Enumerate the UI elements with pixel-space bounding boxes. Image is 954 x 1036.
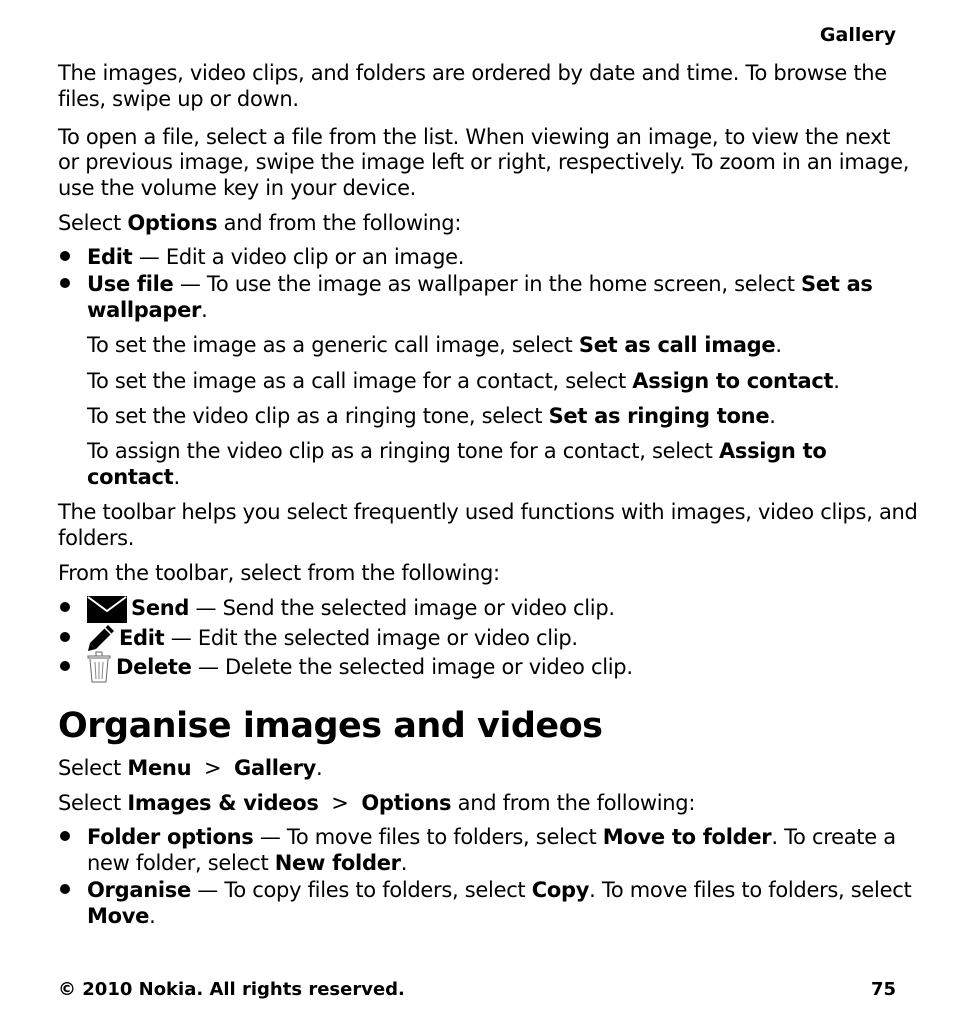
bullet	[60, 831, 70, 841]
path-separator: >	[318, 791, 362, 815]
text: — To copy files to folders, select	[190, 878, 532, 902]
toolbar-label: Edit	[119, 626, 165, 650]
text: Select	[58, 791, 128, 815]
nav-path-gallery	[58, 755, 322, 781]
term: Set as ringing tone	[548, 404, 770, 428]
section-heading: Organise images and videos	[58, 706, 603, 746]
intro-paragraph-1-line-2: files, swipe up or down.	[58, 87, 299, 111]
term: contact	[87, 465, 174, 489]
toolbar-label: Delete	[116, 655, 192, 679]
assign-tone-line-1	[87, 438, 826, 464]
term: Move to folder	[602, 825, 772, 849]
text: . To create a	[771, 825, 896, 849]
intro-paragraph-2-line-3: use the volume key in your device.	[58, 176, 417, 200]
text: — To move files to folders, select	[253, 825, 603, 849]
intro-paragraph-2-line-1: To open a file, select a file from the list. When viewing an image, to view the next	[58, 125, 891, 149]
toolbar-intro: From the toolbar, select from the following:	[58, 561, 500, 585]
option-desc: — Edit a video clip or an image.	[132, 245, 465, 269]
toolbar-item-edit	[119, 625, 578, 651]
text: To set the image as a generic call image, select	[87, 333, 579, 357]
call-image-line	[87, 332, 782, 358]
bullet	[60, 661, 70, 671]
folder-options-line-2	[87, 850, 407, 876]
images-videos-term: Images & videos	[127, 791, 319, 815]
intro-paragraph-1-line-1: The images, video clips, and folders are ordered by date and time. To browse the	[58, 61, 887, 85]
organise-line-2	[87, 903, 155, 929]
options-term: Options	[127, 211, 218, 235]
bullet	[60, 602, 70, 612]
bullet	[60, 251, 70, 261]
toolbar-item-delete	[116, 654, 633, 680]
option-label: Folder options	[87, 825, 254, 849]
term: Set as call image	[578, 333, 776, 357]
text: new folder, select	[87, 851, 275, 875]
text: .	[775, 333, 782, 357]
toolbar-paragraph-line-1: The toolbar helps you select frequently used functions with images, video clips, and	[58, 500, 918, 524]
text: To set the video clip as a ringing tone, select	[87, 404, 549, 428]
text: . To move files to folders, select	[589, 878, 912, 902]
text: Select	[58, 211, 128, 235]
text: and from the following:	[217, 211, 462, 235]
option-desc: — To use the image as wallpaper in the home screen, select	[173, 272, 802, 296]
text: .	[173, 465, 180, 489]
term: Assign to contact	[632, 369, 834, 393]
menu-term: Menu	[127, 756, 192, 780]
wallpaper-term: wallpaper	[87, 298, 202, 322]
text: To assign the video clip as a ringing tone for a contact, select	[87, 439, 719, 463]
gallery-term: Gallery	[234, 756, 317, 780]
option-edit	[87, 244, 464, 270]
term: Move	[87, 904, 150, 928]
text: and from the following:	[451, 791, 696, 815]
option-label: Use file	[87, 272, 174, 296]
toolbar-desc: — Delete the selected image or video clip.	[191, 655, 633, 679]
text: .	[769, 404, 776, 428]
term: Assign to	[718, 439, 827, 463]
footer-page-number: 75	[870, 979, 896, 1000]
assign-tone-line-2	[87, 464, 180, 490]
folder-options-line-1	[87, 824, 896, 850]
pencil-icon	[87, 624, 115, 652]
toolbar-item-send	[131, 595, 615, 621]
toolbar-label: Send	[131, 596, 190, 620]
text: .	[201, 298, 208, 322]
toolbar-paragraph-line-2: folders.	[58, 526, 135, 550]
set-as-term: Set as	[801, 272, 873, 296]
term: New folder	[274, 851, 401, 875]
section-header: Gallery	[819, 24, 896, 46]
text: .	[149, 904, 156, 928]
option-label: Edit	[87, 245, 133, 269]
text: .	[400, 851, 408, 875]
bullet	[60, 884, 70, 894]
text: Select	[58, 756, 128, 780]
option-label: Organise	[87, 878, 191, 902]
intro-paragraph-2-line-2: or previous image, swipe the image left or right, respectively. To zoom in an image,	[58, 150, 910, 174]
option-use-file	[87, 271, 873, 297]
toolbar-desc: — Edit the selected image or video clip.	[164, 626, 578, 650]
assign-contact-line	[87, 368, 840, 394]
organise-line-1	[87, 877, 911, 903]
toolbar-desc: — Send the selected image or video clip.	[189, 596, 615, 620]
text: .	[316, 756, 323, 780]
text: To set the image as a call image for a contact, select	[87, 369, 633, 393]
trash-icon	[87, 651, 111, 683]
bullet	[60, 278, 70, 288]
options-term: Options	[361, 791, 452, 815]
nav-path-options	[58, 790, 695, 816]
bullet	[60, 632, 70, 642]
option-use-file-line-2	[87, 297, 208, 323]
term: Copy	[531, 878, 590, 902]
text: .	[833, 369, 840, 393]
footer-copyright: © 2010 Nokia. All rights reserved.	[58, 979, 405, 1000]
select-options-line	[58, 210, 461, 236]
ringing-tone-line	[87, 403, 776, 429]
path-separator: >	[191, 756, 235, 780]
envelope-icon	[87, 596, 127, 623]
